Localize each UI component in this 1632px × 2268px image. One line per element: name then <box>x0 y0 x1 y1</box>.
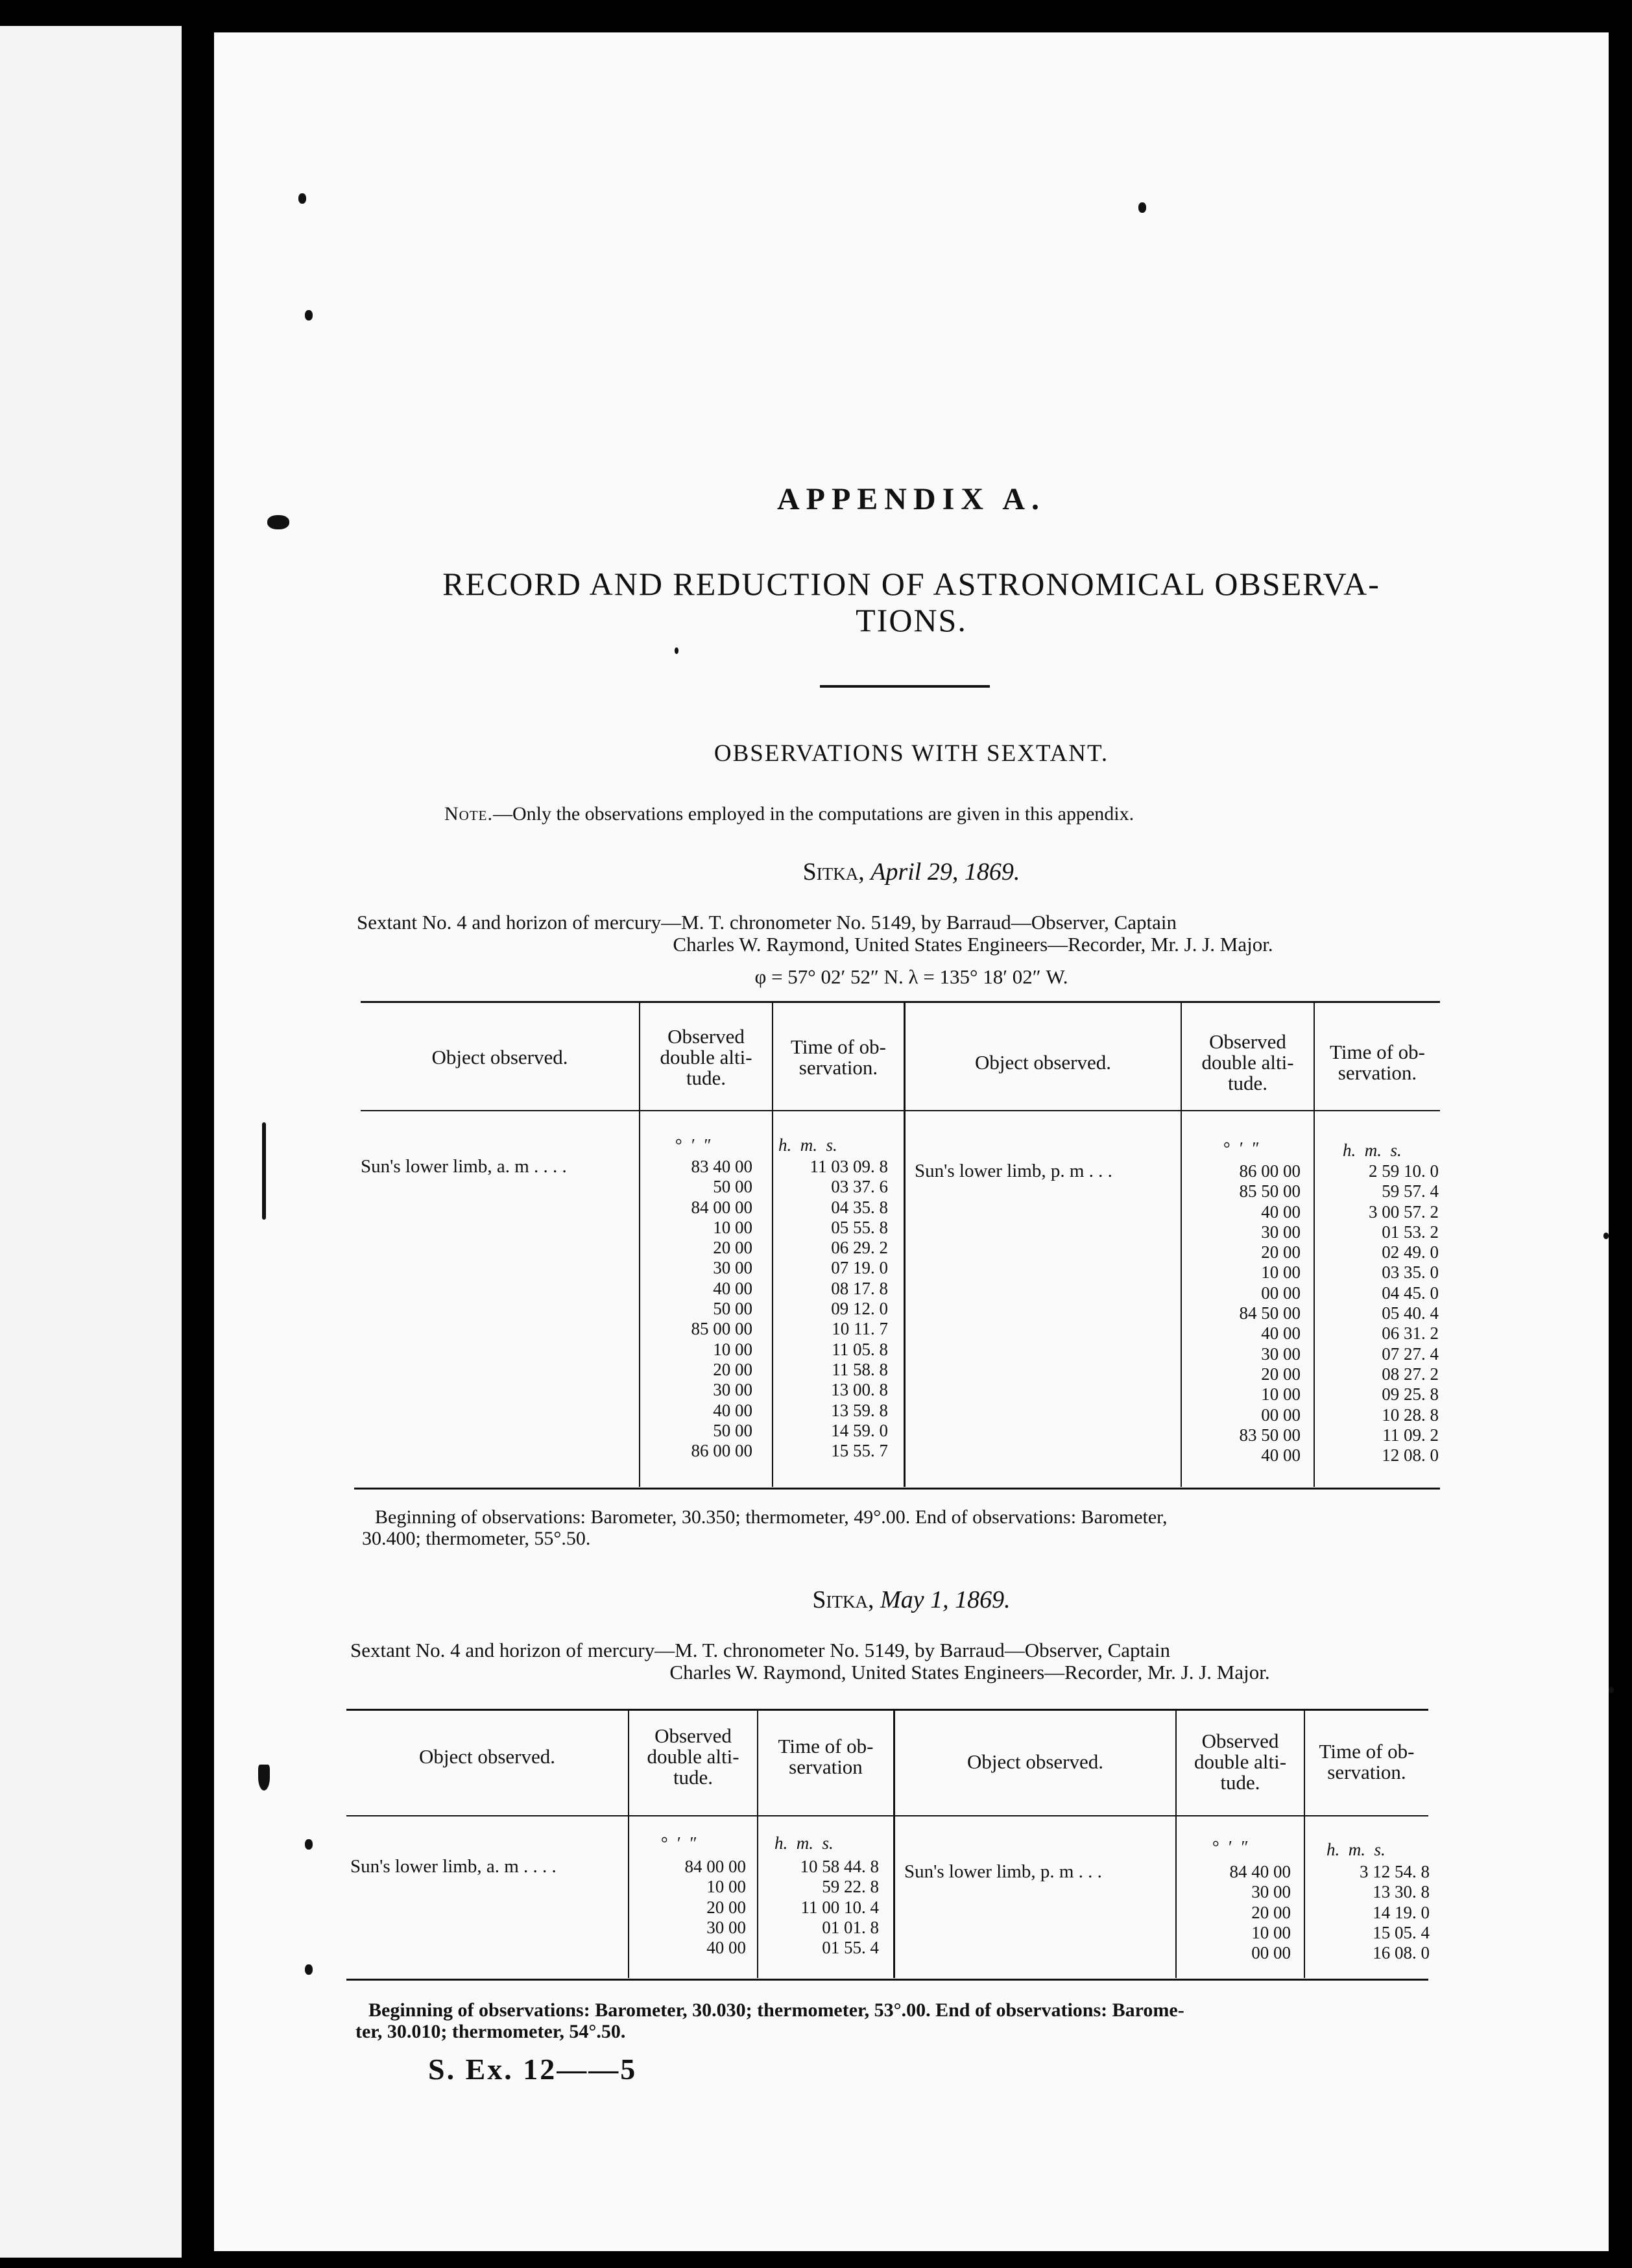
time-cell: 01 01. 8 <box>822 1917 879 1937</box>
obs1-instrument <box>357 911 1589 956</box>
altitude-cell: 10 00 <box>706 1877 746 1897</box>
time-cell: 09 12. 0 <box>831 1299 888 1319</box>
altitude-cell: 30 00 <box>713 1258 752 1278</box>
altitude-cell: 50 00 <box>713 1420 752 1440</box>
altitude-cell: 00 00 <box>1261 1405 1301 1425</box>
altitude-cell: 40 00 <box>1261 1201 1301 1222</box>
altitude-cell: 86 00 00 <box>691 1441 752 1461</box>
obs2-footer-line: Beginning of observations: Barometer, 30.030; thermometer, 53°.00. End of observations: Barome- <box>368 1999 1184 2021</box>
t1-header-time <box>773 1037 904 1078</box>
time-cell: 15 55. 7 <box>831 1441 888 1461</box>
time-cell: 13 30. 8 <box>1373 1882 1430 1902</box>
t1-pm-alt-units: ° ′ ″ <box>1223 1139 1258 1158</box>
obs2-date: May 1, 1869. <box>880 1586 1011 1613</box>
altitude-cell: 40 00 <box>706 1938 746 1958</box>
time-cell: 06 29. 2 <box>831 1238 888 1258</box>
altitude-cell: 40 00 <box>1261 1323 1301 1344</box>
table2-header-rule <box>346 1815 1428 1816</box>
time-cell: 11 58. 8 <box>832 1359 888 1379</box>
time-cell: 13 00. 8 <box>831 1380 888 1400</box>
t2-header-altitude-pm <box>1177 1731 1304 1793</box>
time-cell: 07 27. 4 <box>1382 1344 1439 1364</box>
time-cell: 03 35. 0 <box>1382 1262 1439 1283</box>
scan-speck <box>305 1839 313 1850</box>
altitude-cell: 00 00 <box>1251 1943 1291 1963</box>
time-cell: 01 53. 2 <box>1382 1222 1439 1242</box>
main-title-line: TIONS. <box>856 602 967 638</box>
altitude-cell: 20 00 <box>1261 1364 1301 1384</box>
time-cell: 2 59 10. 0 <box>1369 1161 1439 1181</box>
time-cell: 14 19. 0 <box>1373 1902 1430 1922</box>
t2-am-time-column <box>760 1857 879 1958</box>
altitude-cell: 30 00 <box>706 1917 746 1937</box>
time-cell: 11 00 10. 4 <box>800 1897 879 1917</box>
altitude-cell: 10 00 <box>713 1217 752 1237</box>
hdr-line: Time of ob- <box>778 1735 874 1757</box>
time-cell: 16 08. 0 <box>1373 1943 1430 1963</box>
t1-am-alt-units: ° ′ ″ <box>675 1135 710 1155</box>
time-cell: 11 03 09. 8 <box>810 1157 888 1176</box>
scan-speck <box>305 310 313 320</box>
main-title <box>214 566 1609 638</box>
time-cell: 05 55. 8 <box>831 1217 888 1237</box>
altitude-cell: 20 00 <box>713 1238 752 1258</box>
altitude-cell: 10 00 <box>1251 1922 1291 1942</box>
table1-vrule <box>904 1002 906 1487</box>
t2-am-altitude-column <box>632 1857 746 1958</box>
t1-am-time-column <box>773 1157 888 1461</box>
table2-vrule <box>893 1710 895 1978</box>
hdr-line: tude. <box>1227 1072 1268 1094</box>
t1-am-object: Sun's lower limb, a. m . . . . <box>361 1156 567 1177</box>
t1-am-altitude-column <box>642 1157 752 1461</box>
obs2-instrument-line: Charles W. Raymond, United States Engineers—Recorder, Mr. J. J. Major. <box>669 1661 1270 1683</box>
t2-header-altitude <box>629 1726 757 1788</box>
scan-speck <box>258 1765 270 1791</box>
altitude-cell: 30 00 <box>713 1380 752 1400</box>
altitude-cell: 84 50 00 <box>1239 1303 1301 1323</box>
time-cell: 10 28. 8 <box>1382 1405 1439 1425</box>
obs1-heading <box>214 858 1609 886</box>
table1-header-rule <box>361 1110 1440 1111</box>
scan-speck <box>267 515 289 529</box>
obs2-heading <box>214 1586 1609 1614</box>
table2-top-rule <box>346 1709 1428 1711</box>
t2-am-time-units: h. m. s. <box>774 1833 834 1853</box>
obs2-footer-line: ter, 30.010; thermometer, 54°.50. <box>355 2021 626 2042</box>
time-cell: 09 25. 8 <box>1382 1384 1439 1405</box>
hdr-line: double alti- <box>660 1046 752 1068</box>
t2-pm-time-column <box>1306 1862 1430 1963</box>
time-cell: 07 19. 0 <box>831 1258 888 1278</box>
hdr-line: Observed <box>654 1724 732 1747</box>
hdr-line: Time of ob- <box>1319 1740 1415 1763</box>
time-cell: 03 37. 6 <box>831 1177 888 1197</box>
altitude-cell: 00 00 <box>1261 1283 1301 1303</box>
time-cell: 3 00 57. 2 <box>1369 1201 1439 1222</box>
t2-am-object: Sun's lower limb, a. m . . . . <box>350 1856 557 1877</box>
hdr-line: Time of ob- <box>791 1035 886 1058</box>
time-cell: 06 31. 2 <box>1382 1323 1439 1344</box>
scan-speck <box>1609 1687 1614 1693</box>
hdr-line: Observed <box>1209 1030 1286 1053</box>
scan-speck <box>298 193 306 204</box>
scan-speck <box>305 1964 313 1975</box>
obs2-instrument <box>350 1639 1589 1683</box>
t2-header-time <box>758 1736 893 1778</box>
t2-header-time-pm <box>1305 1741 1428 1783</box>
altitude-cell: 20 00 <box>706 1897 746 1917</box>
obs1-date: April 29, 1869. <box>870 858 1020 886</box>
obs2-place: Sitka, <box>812 1586 874 1613</box>
hdr-line: servation. <box>798 1056 878 1079</box>
scan-speck <box>675 647 678 654</box>
t2-pm-altitude-column <box>1179 1862 1291 1963</box>
t2-pm-object: Sun's lower limb, p. m . . . <box>904 1861 1102 1882</box>
main-title-line: RECORD AND REDUCTION OF ASTRONOMICAL OBSERVA- <box>442 566 1380 602</box>
time-cell: 10 11. 7 <box>832 1319 888 1339</box>
hdr-line: servation <box>789 1755 863 1778</box>
t1-pm-altitude-column <box>1184 1161 1301 1466</box>
note-label: Note. <box>444 803 493 825</box>
time-cell: 11 09. 2 <box>1382 1425 1439 1445</box>
altitude-cell: 10 00 <box>1261 1384 1301 1405</box>
section-title: OBSERVATIONS WITH SEXTANT. <box>714 740 1109 767</box>
time-cell: 11 05. 8 <box>832 1339 888 1359</box>
obs1-footer-line: 30.400; thermometer, 55°.50. <box>362 1528 591 1549</box>
obs1-footer-line: Beginning of observations: Barometer, 30.350; thermometer, 49°.00. End of observations: Barometer, <box>375 1506 1168 1528</box>
signature-mark: S. Ex. 12——5 <box>428 2053 638 2086</box>
hdr-line: tude. <box>1220 1771 1260 1794</box>
scan-speck <box>1603 1233 1609 1239</box>
table1-top-rule <box>361 1001 1440 1003</box>
t1-pm-object: Sun's lower limb, p. m . . . <box>915 1161 1112 1181</box>
altitude-cell: 20 00 <box>1251 1902 1291 1922</box>
facing-page-edge <box>0 26 182 2258</box>
altitude-cell: 85 00 00 <box>691 1319 752 1339</box>
altitude-cell: 40 00 <box>713 1278 752 1298</box>
altitude-cell: 84 00 00 <box>691 1197 752 1217</box>
hdr-line: tude. <box>686 1067 726 1089</box>
altitude-cell: 84 40 00 <box>1229 1862 1291 1881</box>
altitude-cell: 86 00 00 <box>1239 1161 1301 1181</box>
appendix-title: APPENDIX A. <box>776 482 1046 516</box>
altitude-cell: 40 00 <box>1261 1445 1301 1466</box>
t1-header-object: Object observed. <box>431 1046 568 1068</box>
time-cell: 59 57. 4 <box>1382 1181 1439 1201</box>
time-cell: 05 40. 4 <box>1382 1303 1439 1323</box>
scan-speck <box>1138 202 1146 213</box>
t2-header-object: Object observed. <box>418 1745 556 1768</box>
hdr-line: Time of ob- <box>1330 1041 1425 1063</box>
t2-header-object-pm: Object observed. <box>966 1750 1104 1773</box>
time-cell: 04 45. 0 <box>1382 1283 1439 1303</box>
t1-header-time-pm <box>1315 1042 1440 1083</box>
hdr-line: tude. <box>673 1766 714 1789</box>
section-divider <box>820 685 990 688</box>
time-cell: 08 27. 2 <box>1382 1364 1439 1384</box>
hdr-line: double alti- <box>1194 1750 1287 1773</box>
obs1-footer <box>362 1506 1445 1549</box>
altitude-cell: 10 00 <box>713 1339 752 1359</box>
hdr-line: double alti- <box>1201 1051 1294 1074</box>
hdr-line: servation. <box>1327 1761 1406 1783</box>
t1-am-time-units: h. m. s. <box>778 1135 837 1155</box>
altitude-cell: 50 00 <box>713 1177 752 1197</box>
altitude-cell: 30 00 <box>1261 1222 1301 1242</box>
altitude-cell: 20 00 <box>1261 1242 1301 1262</box>
obs2-instrument-line: Sextant No. 4 and horizon of mercury—M. T. chronometer No. 5149, by Barraud—Observer, Captain <box>350 1639 1170 1661</box>
obs1-coords: φ = 57° 02′ 52″ N. λ = 135° 18′ 02″ W. <box>754 965 1068 988</box>
t2-am-alt-units: ° ′ ″ <box>660 1833 696 1853</box>
obs1-instrument-line: Charles W. Raymond, United States Engineers—Recorder, Mr. J. J. Major. <box>673 933 1273 956</box>
obs1-place: Sitka, <box>802 858 865 886</box>
time-cell: 12 08. 0 <box>1382 1445 1439 1466</box>
obs1-instrument-line: Sextant No. 4 and horizon of mercury—M. T. chronometer No. 5149, by Barraud—Observer, Captain <box>357 911 1177 934</box>
time-cell: 04 35. 8 <box>831 1197 888 1217</box>
hdr-line: servation. <box>1338 1061 1417 1084</box>
note <box>444 803 1547 825</box>
t1-header-altitude <box>640 1026 772 1089</box>
altitude-cell: 20 00 <box>713 1359 752 1379</box>
scan-speck <box>262 1122 266 1220</box>
time-cell: 15 05. 4 <box>1373 1922 1430 1942</box>
altitude-cell: 40 00 <box>713 1400 752 1420</box>
time-cell: 3 12 54. 8 <box>1360 1862 1430 1881</box>
altitude-cell: 10 00 <box>1261 1262 1301 1283</box>
time-cell: 01 55. 4 <box>822 1938 879 1958</box>
altitude-cell: 84 00 00 <box>684 1857 746 1876</box>
obs2-footer <box>355 1999 1445 2042</box>
t1-header-altitude-pm <box>1182 1031 1314 1094</box>
altitude-cell: 85 50 00 <box>1239 1181 1301 1201</box>
time-cell: 13 59. 8 <box>831 1400 888 1420</box>
time-cell: 02 49. 0 <box>1382 1242 1439 1262</box>
hdr-line: Observed <box>667 1025 745 1048</box>
altitude-cell: 50 00 <box>713 1299 752 1319</box>
hdr-line: double alti- <box>647 1745 739 1768</box>
altitude-cell: 30 00 <box>1251 1882 1291 1902</box>
altitude-cell: 30 00 <box>1261 1344 1301 1364</box>
note-text: —Only the observations employed in the computations are given in this appendix. <box>493 803 1134 825</box>
time-cell: 10 58 44. 8 <box>800 1857 879 1876</box>
t1-pm-time-units: h. m. s. <box>1343 1140 1402 1160</box>
table2-bottom-rule <box>346 1979 1428 1981</box>
table1-bottom-rule <box>354 1488 1440 1490</box>
altitude-cell: 83 40 00 <box>691 1157 752 1176</box>
t2-pm-time-units: h. m. s. <box>1326 1840 1386 1859</box>
t2-pm-alt-units: ° ′ ″ <box>1212 1837 1247 1857</box>
time-cell: 59 22. 8 <box>822 1877 879 1897</box>
t1-pm-time-column <box>1317 1161 1439 1466</box>
altitude-cell: 83 50 00 <box>1239 1425 1301 1445</box>
hdr-line: Observed <box>1201 1730 1279 1752</box>
t1-header-object-pm: Object observed. <box>974 1051 1112 1074</box>
time-cell: 08 17. 8 <box>831 1278 888 1298</box>
time-cell: 14 59. 0 <box>831 1420 888 1440</box>
